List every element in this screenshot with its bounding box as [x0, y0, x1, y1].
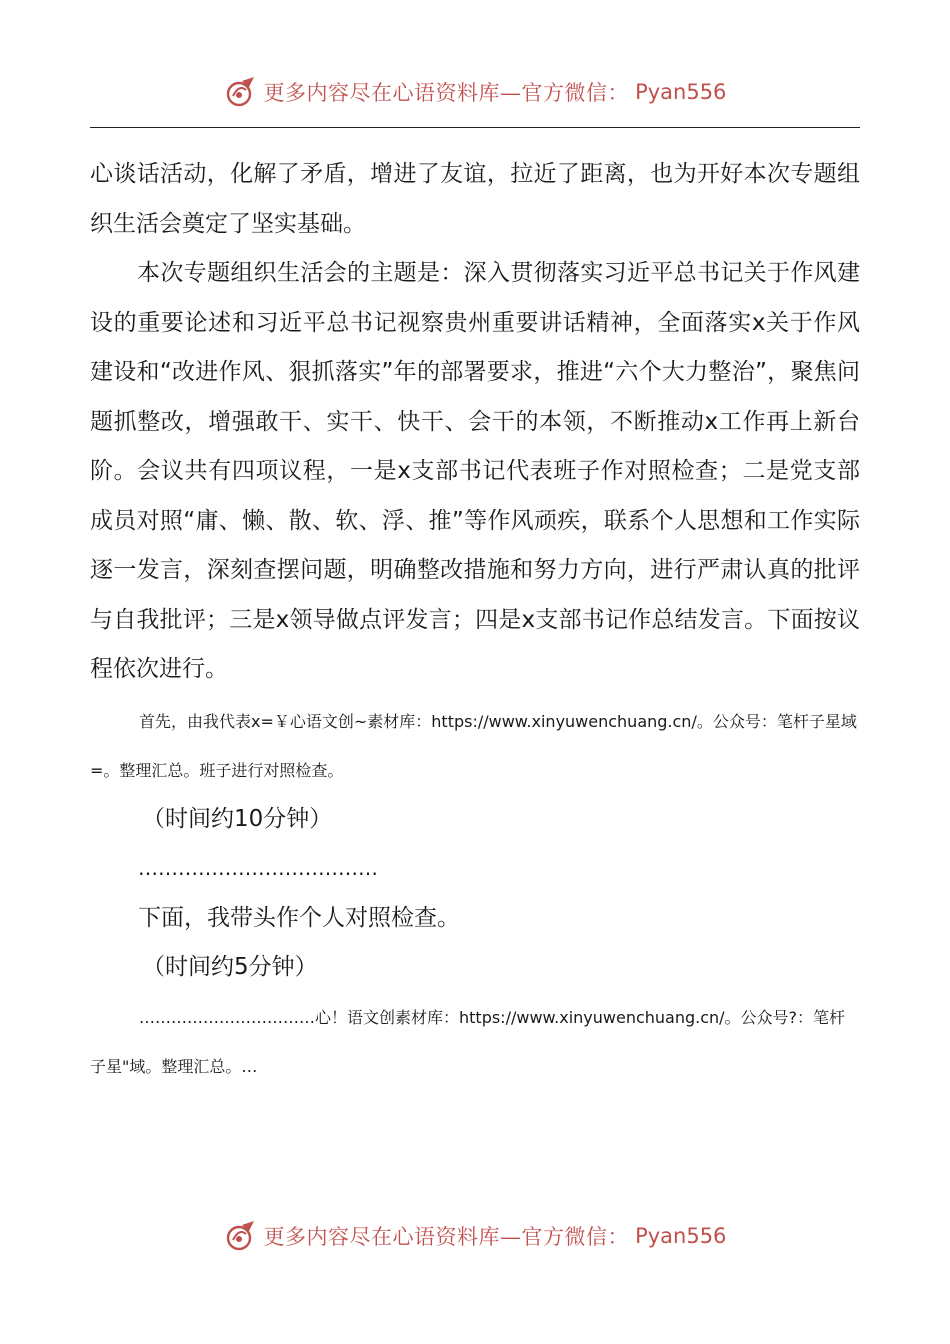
brand-logo-icon [224, 75, 258, 109]
page-header [0, 70, 950, 114]
header-brand-text: 更多内容尽在心语资料库—官方微信： [263, 81, 630, 105]
footer-brand-id: Pyan556 [635, 1224, 727, 1248]
paragraph-personal-check: 下面，我带头作个人对照检查。 [138, 904, 460, 931]
paragraph-continuation: 心谈话活动，化解了矛盾，增进了友谊，拉近了距离，也为开好本次专题组织生活会奠定了坚实基础。 [90, 161, 860, 237]
page-footer [0, 1214, 950, 1258]
document-body [90, 150, 860, 1091]
ellipsis-line: ……………………………… [138, 856, 378, 880]
timing-note-2: （时间约5分钟） [142, 954, 318, 980]
brand-logo-icon [224, 1219, 258, 1253]
footer-brand-text: 更多内容尽在心语资料库—官方微信： [263, 1225, 630, 1249]
timing-note-1: （时间约10分钟） [142, 805, 333, 832]
paragraph-small-note-1: 首先，由我代表x=￥心语文创~素材库：https://www.xinyuwenchuang.cn/。公众号：笔杆子星域=。整理汇总。班子进行对照检查。 [90, 711, 857, 780]
paragraph-theme: 本次专题组织生活会的主题是：深入贯彻落实习近平总书记关于作风建设的重要论述和习近平总书记视察贵州重要讲话精神，全面落实x关于作风建设和“改进作风、狠抓落实”年的部署要求，推进“六个大力整治”，聚焦问题抓整改，增强敢干、实干、快干、会干的本领，不断推动x工作再上新台阶。会议共有四项议程，一是x支部书记代表班子作对照检查；二是党支部成员对照“庸、懒、散、软、浮、推”等作风顽疾，联系个人思想和工作实际逐一发言，深刻查摆问题，明确整改措施和努力方向，进行严肃认真的批评与自我批评；三是x领导做点评发言；四是x支部书记作总结发言。下面按议程依次进行。 [90, 260, 860, 682]
paragraph-small-note-2: ……………………………心！语文创素材库：https://www.xinyuwenchuang.cn/。公众号?：笔杆子星"域。整理汇总。… [90, 1007, 846, 1076]
header-brand-id: Pyan556 [635, 80, 727, 104]
header-divider [90, 127, 860, 128]
header-brand [224, 75, 727, 109]
footer-brand [224, 1219, 727, 1253]
